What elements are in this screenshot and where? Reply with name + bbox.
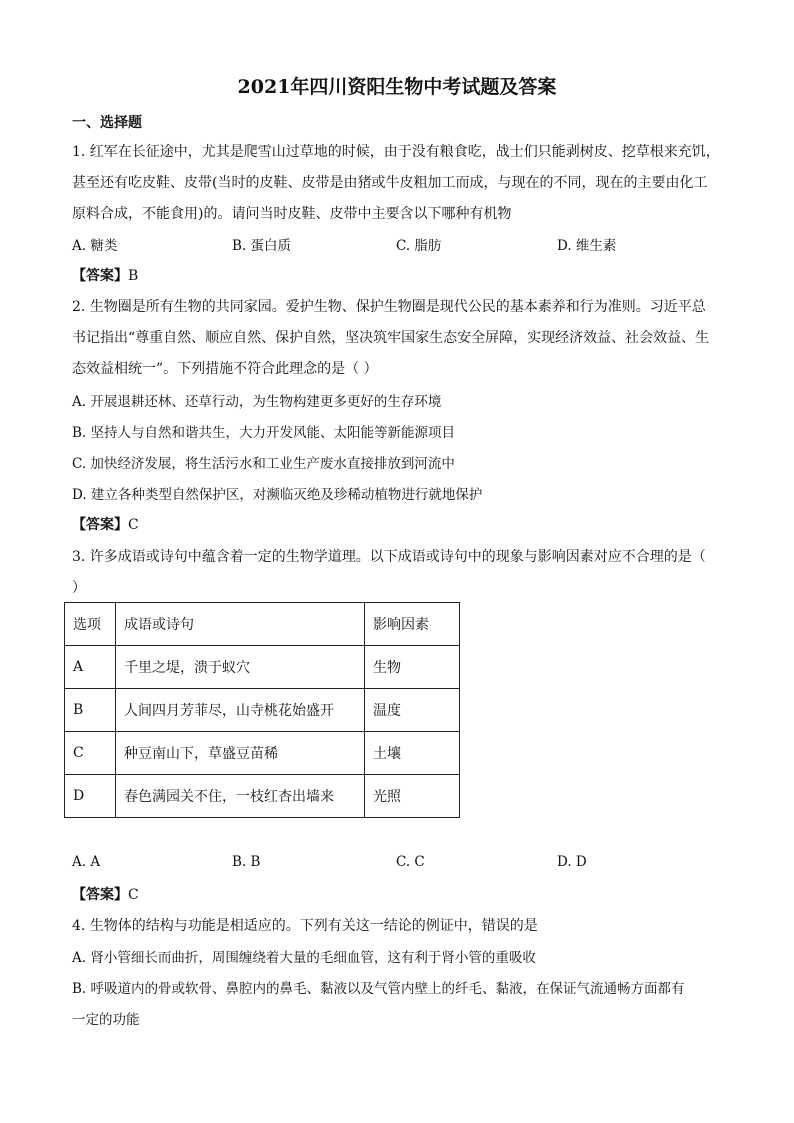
table-cell: 人间四月芳菲尽，山寺桃花始盛开 [116,689,365,732]
table-cell: 光照 [365,775,460,818]
q2-line-3: 态效益相统一”。下列措施不符合此理念的是（ ） [72,361,378,377]
q1-line-3: 原料合成，不能食用)的。请问当时皮鞋、皮带中主要含以下哪种有机物 [72,206,512,222]
q3-line-1: 3. 许多成语或诗句中蕴含着一定的生物学道理。以下成语或诗句中的现象与影响因素对应不合理的是（ [72,549,706,565]
q1-option-b: B. 蛋白质 [232,238,292,254]
table-row [65,732,460,775]
q3-option-c: C. C [396,854,425,870]
table-cell: 土壤 [365,732,460,775]
q4-option-b-continued: 一定的功能 [72,1012,140,1028]
q2-option-d: D. 建立各种类型自然保护区，对濒临灭绝及珍稀动植物进行就地保护 [72,487,483,503]
answer-label: 【答案】 [72,887,128,903]
q2-option-c: C. 加快经济发展，将生活污水和工业生产废水直接排放到河流中 [72,456,455,472]
table-cell: 生物 [365,646,460,689]
table-cell: 千里之堤，溃于蚁穴 [116,646,365,689]
table-row [65,646,460,689]
section-heading: 一、选择题 [72,115,142,131]
answer-value: C [128,887,139,903]
q4-option-b: B. 呼吸道内的骨或软骨、鼻腔内的鼻毛、黏液以及气管内壁上的纤毛、黏液，在保证气流通畅方面都有 [72,981,685,997]
q1-line-2: 甚至还有吃皮鞋、皮带(当时的皮鞋、皮带是由猪或牛皮粗加工而成，与现在的不同，现在的主要由化工 [72,175,708,191]
answer-label: 【答案】 [72,517,128,533]
q2-option-b: B. 坚持人与自然和谐共生，大力开发风能、太阳能等新能源项目 [72,425,456,441]
q3-option-a: A. A [72,854,101,870]
q3-answer [72,884,139,904]
q1-line-1: 1. 红军在长征途中，尤其是爬雪山过草地的时候，由于没有粮食吃，战士们只能剥树皮、挖草根来充饥， [72,144,720,160]
q2-line-1: 2. 生物圈是所有生物的共同家园。爱护生物、保护生物圈是现代公民的基本素养和行为准则。习近平总 [72,299,706,315]
answer-value: C [128,517,139,533]
table-header-cell: 影响因素 [365,603,460,646]
table-cell: 种豆南山下，草盛豆苗稀 [116,732,365,775]
q3-table [64,602,460,818]
q2-answer [72,514,139,534]
table-cell: C [65,732,116,775]
table-header-cell: 选项 [65,603,116,646]
q1-answer [72,265,138,285]
table-header-cell: 成语或诗句 [116,603,365,646]
q1-option-c: C. 脂肪 [396,238,442,254]
table-cell: D [65,775,116,818]
table-row [65,689,460,732]
q3-option-b: B. B [232,854,261,870]
q1-option-a: A. 糖类 [72,238,118,254]
q1-option-d: D. 维生素 [557,238,617,254]
q2-option-a: A. 开展退耕还林、还草行动，为生物构建更多更好的生存环境 [72,394,442,410]
table-cell: 春色满园关不住，一枝红杏出墙来 [116,775,365,818]
table-header-row [65,603,460,646]
answer-label: 【答案】 [72,268,128,284]
table-row [65,775,460,818]
q2-line-2: 书记指出“尊重自然、顺应自然、保护自然，坚决筑牢国家生态安全屏障，实现经济效益、社会效益、生 [72,330,710,346]
table-cell: A [65,646,116,689]
table-cell: 温度 [365,689,460,732]
q4-option-a: A. 肾小管细长而曲折，周围缠绕着大量的毛细血管，这有利于肾小管的重吸收 [72,950,536,966]
q3-line-2: ） [72,580,86,596]
q4-line-1: 4. 生物体的结构与功能是相适应的。下列有关这一结论的例证中，错误的是 [72,918,538,934]
q3-option-d: D. D [557,854,587,870]
table-cell: B [65,689,116,732]
answer-value: B [128,268,139,284]
page-title: 2021年四川资阳生物中考试题及答案 [237,76,557,98]
